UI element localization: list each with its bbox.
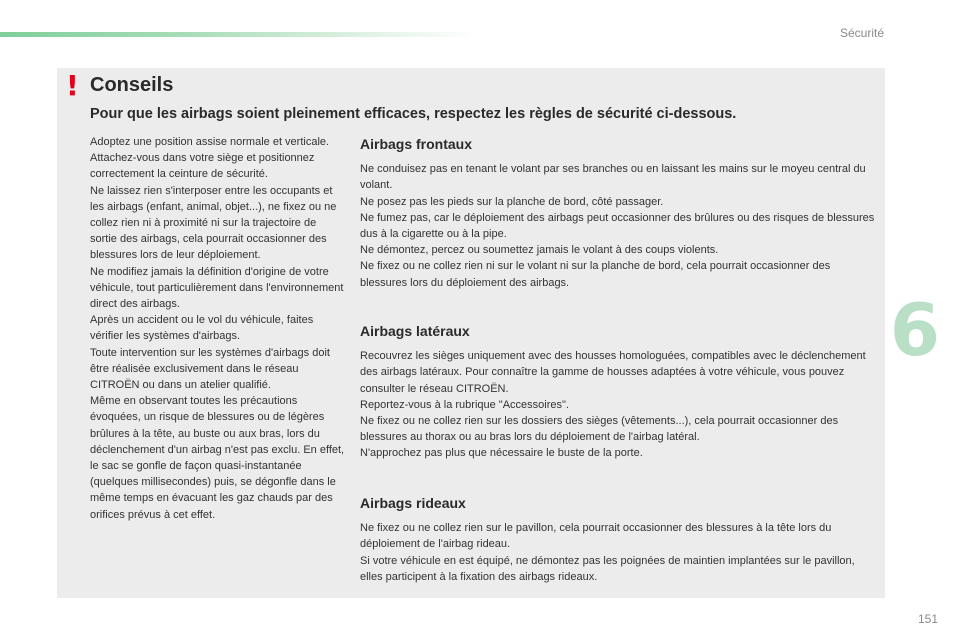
chapter-number: 6 [889,288,940,372]
frontal-airbags-section [360,136,880,291]
advice-paragraph: Ne modifiez jamais la définition d'origine de votre véhicule, tout particulièrement dans l'environnement direct des airbags. [90,265,344,311]
lateral-paragraph: N'approchez pas plus que nécessaire le buste de la porte. [360,447,643,460]
advice-paragraph: Toute intervention sur les systèmes d'airbags doit être réalisée exclusivement dans le réseau CITROËN ou dans un atelier qualifié. [90,346,330,392]
advice-paragraph: Adoptez une position assise normale et verticale. [90,136,330,148]
advice-panel [57,68,885,598]
panel-subtitle: Pour que les airbags soient pleinement efficaces, respectez les règles de sécurité ci-dessous. [90,106,737,122]
advice-paragraph: Même en observant toutes les précautions évoquées, un risque de blessures ou de légères brûlures à la tête, au buste ou aux bras, lors du déclenchement d'un airbag n'est pas exclu. En effet, le sac se gonfle de façon quasi-instantanée (quelques millisecondes) puis, se dégonfle dans le même temps en évacuant les gaz chauds par des orifices prévus à cet effet. [90,395,345,521]
frontal-airbags-heading: Airbags frontaux [360,136,473,152]
panel-title: Conseils [90,74,174,96]
lateral-paragraph: Reportez-vous à la rubrique "Accessoires". [360,398,569,411]
general-advice-column [90,134,346,523]
frontal-paragraph: Ne fumez pas, car le déploiement des airbags peut occasionner des brûlures ou des risques de blessures dus à la cigarette ou à la pipe. [360,211,875,241]
curtain-paragraph: Ne fixez ou ne collez rien sur le pavillon, cela pourrait occasionner des blessures à la tête lors du déploiement de l'airbag rideau. [360,522,832,551]
section-label: Sécurité [839,26,884,40]
curtain-airbags-section [360,495,880,585]
advice-paragraph: Après un accident ou le vol du véhicule, faites vérifier les systèmes d'airbags. [90,314,314,343]
lateral-airbags-heading: Airbags latéraux [360,323,470,339]
lateral-airbags-section [360,323,880,462]
lateral-paragraph: Ne fixez ou ne collez rien sur les dossiers des sièges (vêtements...), cela pourrait occasionner des blessures au thorax ou au bras lors du déploiement de l'airbag latéral. [360,415,839,444]
frontal-paragraph: Ne fixez ou ne collez rien ni sur le volant ni sur la planche de bord, cela pourrait occasionner des blessures lors du déploiement des airbags. [360,260,831,289]
frontal-paragraph: Ne démontez, percez ou soumettez jamais le volant à des coups violents. [360,244,719,257]
curtain-airbags-heading: Airbags rideaux [360,495,466,511]
curtain-paragraph: Si votre véhicule en est équipé, ne démontez pas les poignées de maintien implantées sur le pavillon, elles participent à la fixation des airbags rideaux. [360,554,855,583]
lateral-paragraph: Recouvrez les sièges uniquement avec des housses homologuées, compatibles avec le déclenchement des airbags latéraux. Pour connaître la gamme de housses adaptées à votre véhicule, vous pouvez consulter le réseau CITROËN. [360,350,866,395]
header-accent-bar [0,32,480,37]
advice-paragraph: Attachez-vous dans votre siège et positionnez correctement la ceinture de sécurité. [90,152,315,181]
warning-icon: ! [66,69,79,102]
advice-paragraph: Ne laissez rien s'interposer entre les occupants et les airbags (enfant, animal, objet...), ne fixez ou ne collez rien ni à proximité ni sur la trajectoire de sortie des airbags, cela pourrait occasionner des blessures lors de leur déploiement. [90,184,337,262]
frontal-paragraph: Ne posez pas les pieds sur la planche de bord, côté passager. [360,195,664,208]
frontal-paragraph: Ne conduisez pas en tenant le volant par ses branches ou en laissant les mains sur le moyeu central du volant. [360,163,866,192]
page-number: 151 [917,612,938,626]
